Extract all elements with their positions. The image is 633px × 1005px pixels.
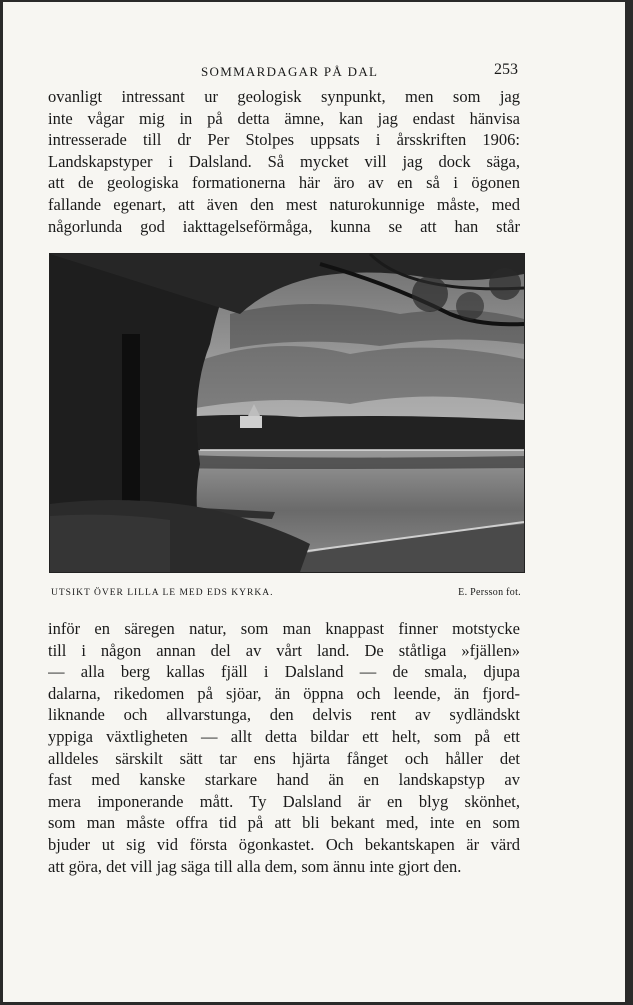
text-line: dalarna, rikedomen på sjöar, än öppna och leende, än fjord- — [48, 683, 520, 703]
text-line: Landskapstyper i Dalsland. Så mycket vill jag dock säga, — [48, 151, 520, 171]
text-line: till i någon annan del av vårt land. De ståtliga »fjällen» — [48, 640, 520, 660]
text-line: fast med kanske starkare hand än en landskapstyp av — [48, 770, 520, 790]
text-line: — alla berg kallas fjäll i Dalsland — de smala, djupa — [48, 662, 520, 682]
caption-title: UTSIKT ÖVER LILLA LE MED EDS KYRKA. — [51, 588, 274, 598]
text-line: inför en säregen natur, som man knappast finner motstycke — [48, 619, 520, 638]
book-page — [3, 2, 625, 1002]
running-title: SOMMARDAGAR PÅ DAL — [201, 64, 379, 79]
page-header — [3, 61, 625, 84]
text-line: alldeles särskilt sätt tar ens hjärta fånget och håller det — [48, 748, 520, 768]
lake-photograph — [49, 253, 525, 573]
body-text-top — [48, 86, 520, 237]
text-line: att de geologiska formationerna här äro av en så i ögonen — [48, 173, 520, 193]
text-line: mera imponerande mått. Ty Dalsland är en blyg skönhet, — [48, 791, 520, 811]
text-line: fallande egenart, att även den mest naturokunnige måste, med — [48, 194, 520, 214]
text-line: inte vågar mig in på detta ämne, kan jag endast hänvisa — [48, 108, 520, 128]
text-line: bjuder ut sig vid första ögonkastet. Och bekantskapen är värd — [48, 834, 520, 854]
body-text-bottom — [48, 618, 520, 877]
caption-credit: E. Persson fot. — [458, 587, 521, 598]
text-line: att göra, det vill jag säga till alla dem, som ännu inte gjort den. — [48, 856, 462, 876]
text-line: yppiga växtligheten — allt detta bildar ett helt, som på ett — [48, 726, 520, 746]
page-number: 253 — [494, 61, 518, 78]
text-line: intresserade till dr Per Stolpes uppsats i årsskriften 1906: — [48, 130, 520, 150]
text-line: någorlunda god iakttagelseförmåga, kunna se att han står — [48, 216, 520, 236]
text-line: som man måste offra tid på att bli bekant med, inte en som — [48, 813, 520, 833]
photo-caption — [49, 588, 523, 602]
text-line: ovanligt intressant ur geologisk synpunkt, men som jag — [48, 87, 520, 106]
text-line: liknande och allvarstunga, den delvis rent av sydländskt — [48, 705, 520, 725]
